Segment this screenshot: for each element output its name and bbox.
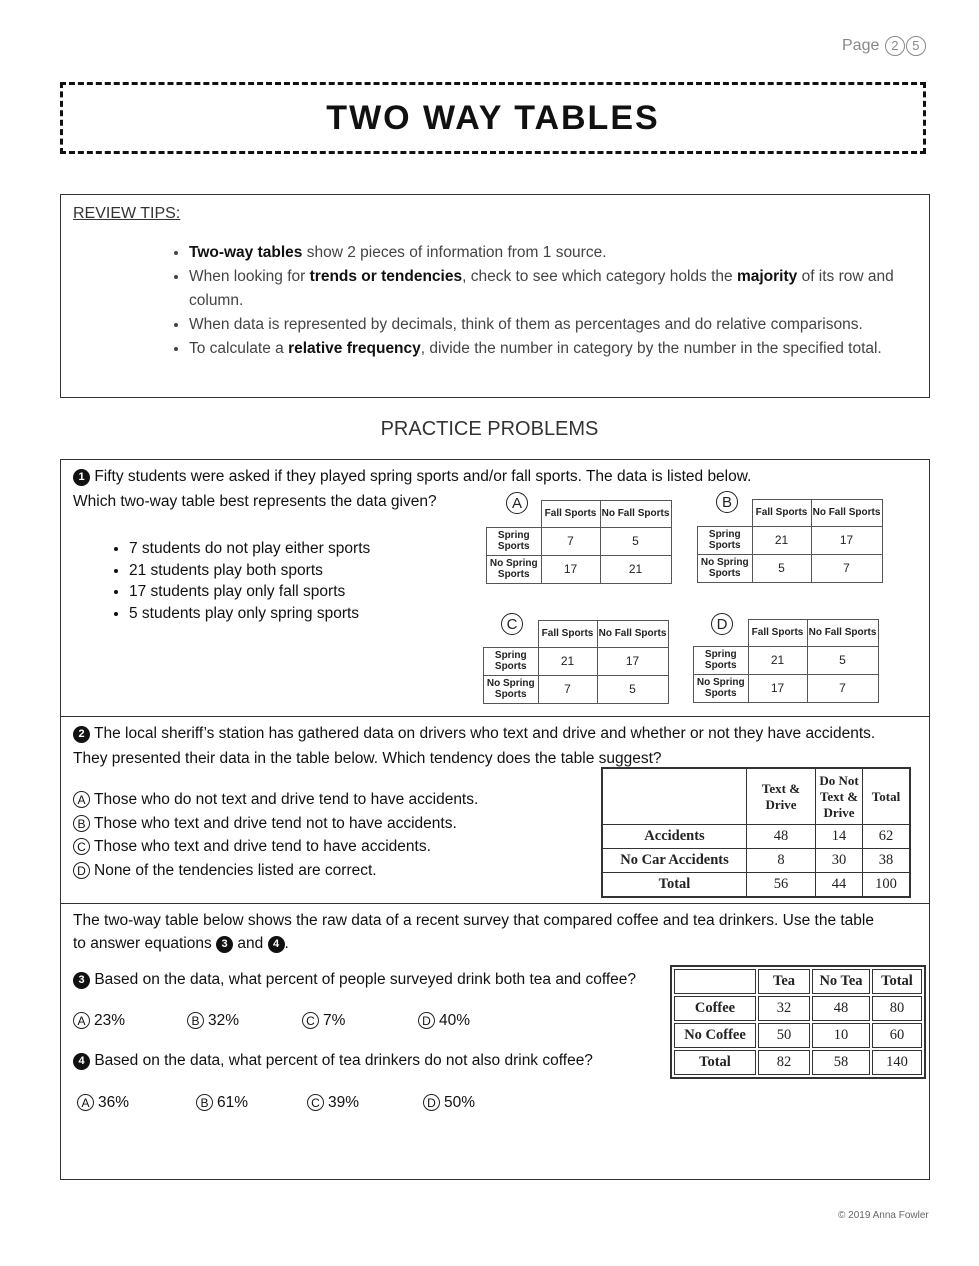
col-header: No Fall Sports — [807, 620, 878, 647]
question-number-3: 3 — [73, 972, 90, 989]
practice-heading: PRACTICE PROBLEMS — [380, 418, 599, 440]
list-item: • 17 students play only fall sports — [129, 581, 370, 603]
option-a-table — [486, 500, 672, 584]
title-banner — [60, 82, 926, 154]
question-number-4: 4 — [73, 1053, 90, 1070]
page-label: Page — [842, 37, 880, 54]
table-cell: 17 — [811, 526, 882, 554]
list-item: • 5 students play only spring sports — [129, 603, 370, 625]
col-header: Fall Sports — [748, 620, 807, 647]
table-row: Accidents 48 14 62 — [602, 825, 910, 849]
option-c-table — [483, 620, 669, 704]
col-header: Do Not Text & Drive — [816, 768, 863, 825]
table-cell: 17 — [597, 647, 668, 675]
row-header: No Spring Sports — [698, 554, 753, 582]
question-2-options — [73, 788, 478, 882]
answer-option-a[interactable]: A 23% — [73, 1009, 125, 1033]
answer-option-d[interactable]: D 40% — [418, 1009, 470, 1033]
table-cell: 7 — [811, 554, 882, 582]
table-cell: 17 — [748, 674, 807, 702]
option-d-marker[interactable]: D — [711, 613, 733, 635]
table-cell: 5 — [600, 527, 671, 555]
table-row: Total 82 58 140 — [674, 1050, 922, 1075]
col-header: No Fall Sports — [597, 621, 668, 648]
texting-accidents-table — [601, 767, 911, 898]
review-tips-list — [183, 241, 909, 361]
page-number — [842, 36, 926, 56]
row-header: Spring Sports — [698, 526, 753, 554]
answer-option-b[interactable]: B 61% — [196, 1091, 248, 1115]
question-2-line-1: The local sheriff’s station has gathered data on drivers who text and drive and whether or not they have accidents. — [94, 725, 876, 742]
q34-intro-line-1: The two-way table below shows the raw data of a recent survey that compared coffee and tea drinkers. Use the table — [73, 912, 874, 929]
row-header: Spring Sports — [487, 527, 542, 555]
option-d-table — [693, 619, 879, 703]
col-header: Fall Sports — [538, 621, 597, 648]
table-cell: 17 — [541, 555, 600, 583]
answer-option-a[interactable]: A Those who do not text and drive tend to have accidents. — [73, 788, 478, 812]
question-2-text — [73, 722, 875, 746]
question-3-4-box — [60, 903, 930, 1180]
copyright-footer: © 2019 Anna Fowler — [838, 1210, 929, 1221]
col-header: Total — [863, 768, 911, 825]
answer-option-a[interactable]: A 36% — [77, 1091, 129, 1115]
answer-option-d[interactable]: D 50% — [423, 1091, 475, 1115]
answer-option-b[interactable]: B Those who text and drive tend not to have accidents. — [73, 812, 478, 836]
list-item: • 21 students play both sports — [129, 560, 370, 582]
col-header: No Fall Sports — [811, 500, 882, 527]
question-1-text — [73, 465, 751, 489]
question-number-1: 1 — [73, 469, 90, 486]
col-header: Text & Drive — [747, 768, 816, 825]
row-header: No Spring Sports — [487, 555, 542, 583]
question-1-line-2: Which two-way table best represents the data given? — [73, 493, 437, 510]
question-2-box — [60, 716, 930, 904]
answer-option-b[interactable]: B 32% — [187, 1009, 239, 1033]
question-2-line-2: They presented their data in the table below. Which tendency does the table suggest? — [73, 750, 662, 767]
table-row: Total 56 44 100 — [602, 873, 910, 898]
option-b-marker[interactable]: B — [716, 491, 738, 513]
table-cell: 5 — [752, 554, 811, 582]
table-cell: 7 — [807, 674, 878, 702]
question-1-bullets — [109, 538, 370, 624]
review-tip-1: • Two-way tables show 2 pieces of information from 1 source. — [189, 241, 909, 265]
q34-intro-line-2: to answer equations 3 and 4 . — [73, 935, 289, 952]
answer-option-c[interactable]: C Those who text and drive tend to have accidents. — [73, 835, 478, 859]
table-row: No Car Accidents 8 30 38 — [602, 849, 910, 873]
review-tips-heading: REVIEW TIPS: — [73, 205, 181, 222]
review-tip-3: • When data is represented by decimals, think of them as percentages and do relative comparisons. — [189, 313, 909, 337]
question-3-text: 3 Based on the data, what percent of people surveyed drink both tea and coffee? — [73, 968, 636, 992]
list-item: • 7 students do not play either sports — [129, 538, 370, 560]
coffee-tea-table — [670, 965, 926, 1079]
question-1-line-1: Fifty students were asked if they played spring sports and/or fall sports. The data is listed below. — [94, 468, 752, 485]
page-digit-1: 2 — [885, 36, 905, 56]
question-4-text: 4 Based on the data, what percent of tea drinkers do not also drink coffee? — [73, 1049, 593, 1073]
page-title: TWO WAY TABLES — [326, 98, 660, 137]
row-header: No Spring Sports — [484, 675, 539, 703]
col-header: Fall Sports — [541, 501, 600, 528]
table-cell: 21 — [748, 646, 807, 674]
table-cell: 21 — [752, 526, 811, 554]
review-tip-4: • To calculate a relative frequency, divide the number in category by the number in the specified total. — [189, 337, 909, 361]
option-c-marker[interactable]: C — [501, 613, 523, 635]
col-header: Fall Sports — [752, 500, 811, 527]
table-cell: 21 — [538, 647, 597, 675]
table-row: Coffee 32 48 80 — [674, 996, 922, 1021]
question-1-box — [60, 459, 930, 717]
option-a-marker[interactable]: A — [506, 492, 528, 514]
answer-option-c[interactable]: C 39% — [307, 1091, 359, 1115]
review-tips-box — [60, 194, 930, 398]
table-cell: 5 — [597, 675, 668, 703]
table-cell: 21 — [600, 555, 671, 583]
col-header: No Tea — [812, 969, 870, 994]
review-tip-2: • When looking for trends or tendencies, check to see which category holds the majority of its row and column. — [189, 265, 909, 313]
page-digit-2: 5 — [906, 36, 926, 56]
col-header: No Fall Sports — [600, 501, 671, 528]
col-header: Total — [872, 969, 922, 994]
table-row: No Coffee 50 10 60 — [674, 1023, 922, 1048]
question-number-2: 2 — [73, 726, 90, 743]
row-header: No Spring Sports — [694, 674, 749, 702]
answer-option-c[interactable]: C 7% — [302, 1009, 345, 1033]
table-cell: 7 — [538, 675, 597, 703]
row-header: Spring Sports — [694, 646, 749, 674]
table-cell: 7 — [541, 527, 600, 555]
answer-option-d[interactable]: D None of the tendencies listed are correct. — [73, 859, 478, 883]
row-header: Spring Sports — [484, 647, 539, 675]
option-b-table — [697, 499, 883, 583]
col-header: Tea — [758, 969, 810, 994]
table-cell: 5 — [807, 646, 878, 674]
